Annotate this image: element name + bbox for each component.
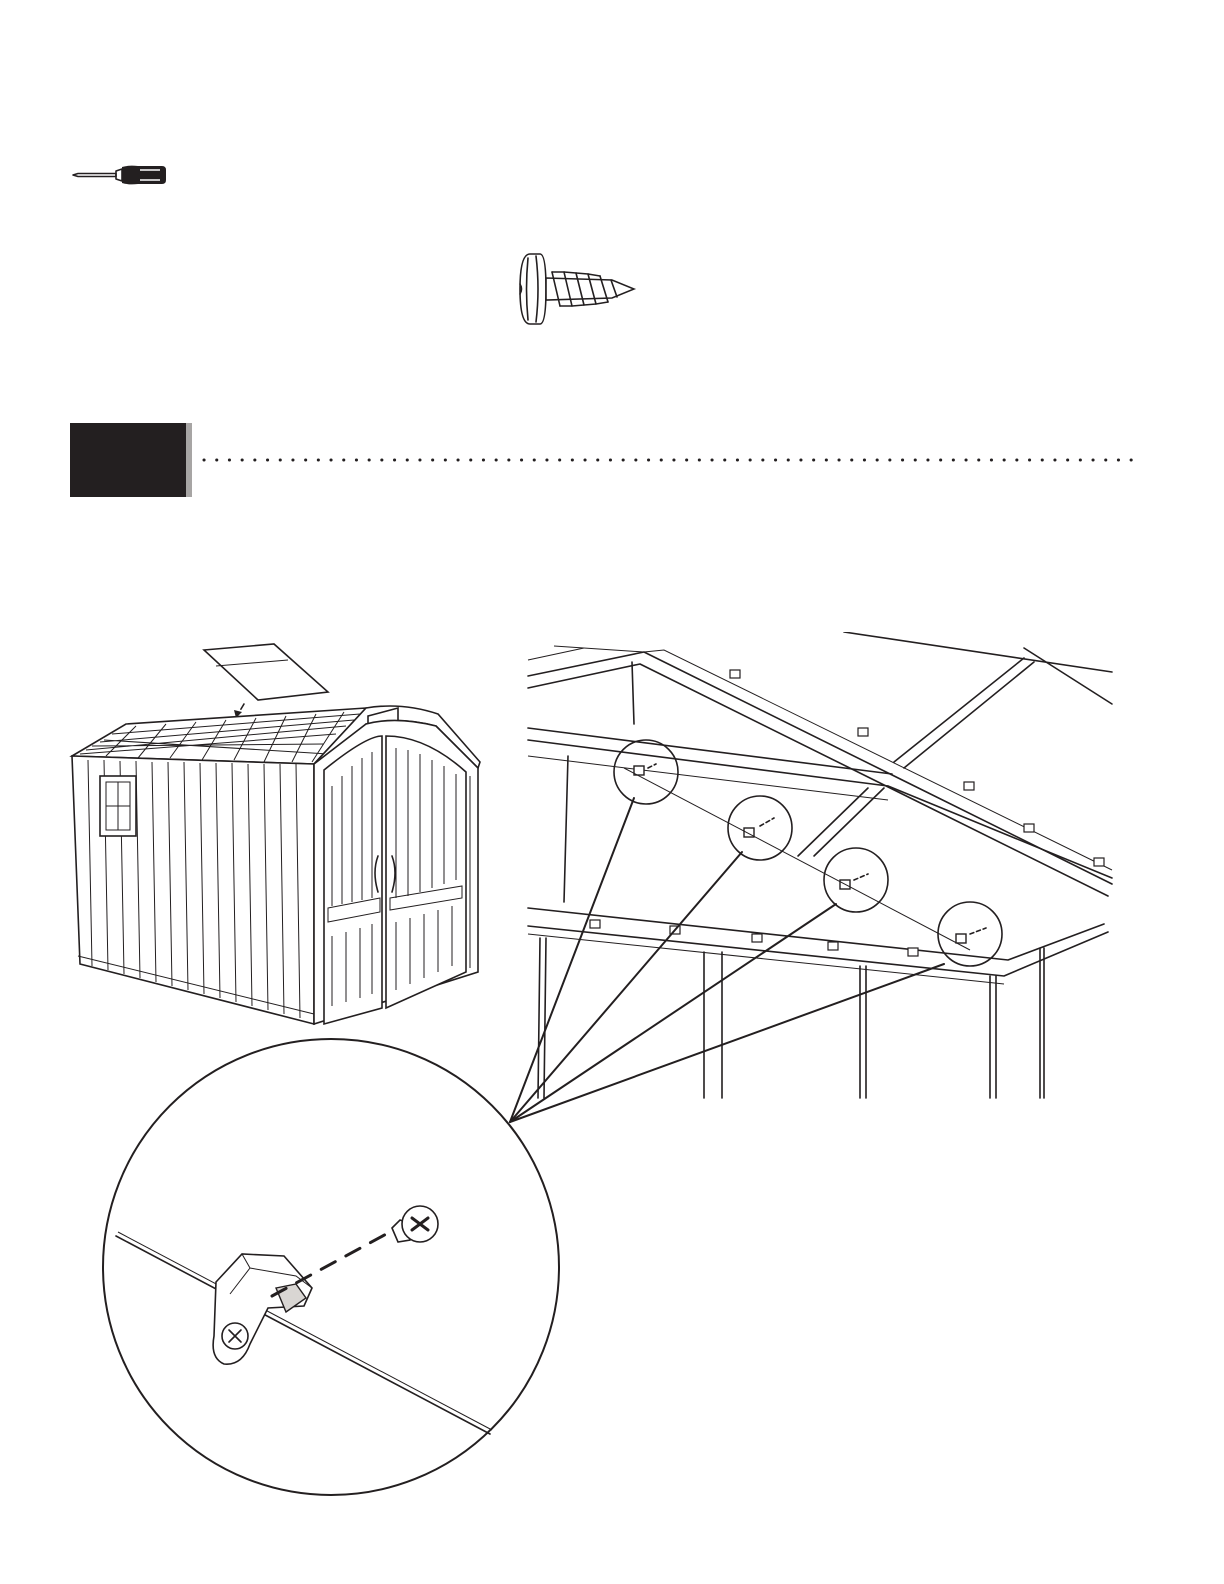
magnified-bracket-screw-illustration (100, 1036, 562, 1498)
screwdriver-icon (68, 160, 172, 190)
roof-frame-detail-illustration (524, 632, 1116, 1100)
step-dotted-divider (200, 456, 1144, 464)
step-number-block (70, 423, 192, 497)
shed-overview-illustration (66, 636, 486, 1036)
self-tapping-screw-icon (512, 248, 642, 330)
callout-circle (614, 740, 678, 804)
